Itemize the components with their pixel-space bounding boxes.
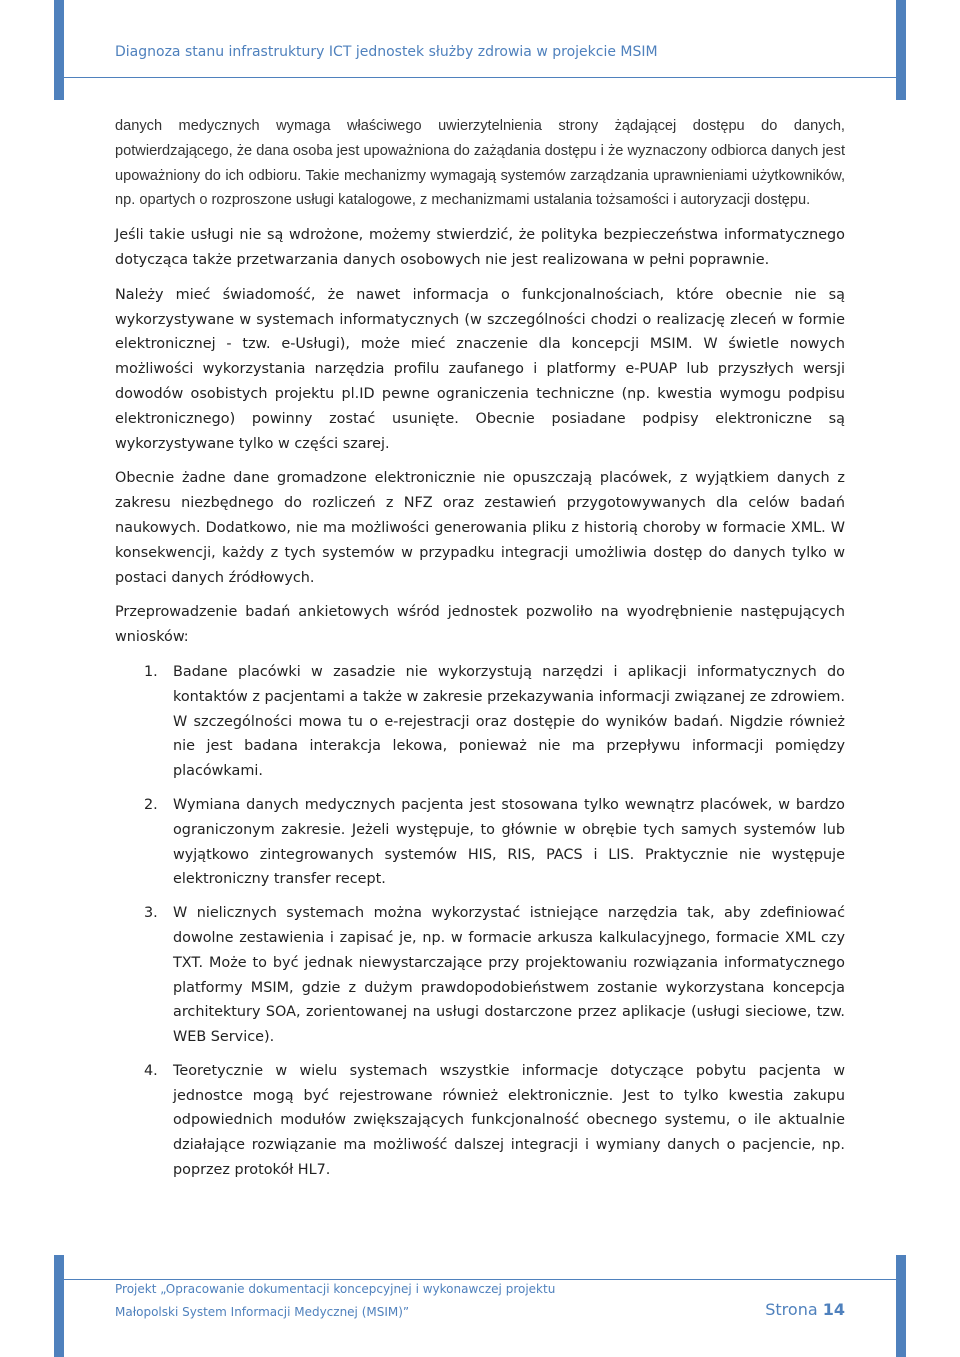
list-item — [115, 901, 845, 1050]
footer-project-line2: Małopolski System Informacji Medycznej (MSIM)” — [115, 1305, 410, 1319]
conclusions-list — [115, 660, 845, 1183]
paragraph: Obecnie żadne dane gromadzone elektronicznie nie opuszczają placówek, z wyjątkiem danych z zakresu niezbędnego do rozliczeń z NFZ oraz zestawień przygotowywanych dla celów badań naukowych. Dodatkowo, nie ma możliwości generowania pliku z historią choroby w formacie XML. W konsekwencji, każdy z tych systemów w przypadku integracji umożliwia dostęp do danych tylko w postaci danych źródłowych. — [115, 470, 845, 586]
list-item-text: W nielicznych systemach można wykorzystać istniejące narzędzia tak, aby zdefiniować dowolne zestawienia i zapisać je, np. w formacie arkusza kalkulacyjnego, formacie XML czy TXT. Może to być jednak niewystarczające przy projektowaniu rozwiązania informatycznego platformy MSIM, gdzie z dużym prawdopodobieństwem zostanie wykorzystana koncepcja architektury SOA, zorientowanej na usługi dostarczone przez aplikacje (usługi sieciowe, tzw. WEB Service). — [173, 905, 845, 1046]
header-title: Diagnoza stanu infrastruktury ICT jednostek służby zdrowia w projekcie MSIM — [115, 44, 658, 60]
page-body — [115, 114, 845, 1192]
page-number-value: 14 — [822, 1300, 845, 1319]
footer-left-accent-bar — [54, 1255, 64, 1357]
header-divider — [64, 77, 896, 78]
list-item — [115, 1059, 845, 1183]
list-item-number: 1. — [144, 663, 158, 680]
paragraph: danych medycznych wymaga właściwego uwierzytelnienia strony żądającej dostępu do danych, potwierdzającego, że dana osoba jest upoważniona do zażądania dostępu i że wyznaczony odbiorca danych jest upoważniony do ich odbioru. Takie mechanizmy wymagają systemów zarządzania uprawnieniami użytkowników, np. opartych o rozproszone usługi katalogowe, z mechanizmami ustalania tożsamości i autoryzacji dostępu. — [115, 118, 845, 209]
list-item — [115, 793, 845, 892]
list-item-text: Teoretycznie w wielu systemach wszystkie informacje dotyczące pobytu pacjenta w jednostce mogą być rejestrowane również elektronicznie. Jest to tylko kwestia zakupu odpowiednich modułów zwiększających funkcjonalność obecnego systemu, o ile aktualnie działające rozwiązanie ma możliwość dalszej integracji i wymiany danych o pacjencie, np. poprzez protokół HL7. — [173, 1062, 845, 1179]
footer-project-line1: Projekt „Opracowanie dokumentacji koncepcyjnej i wykonawczej projektu — [115, 1282, 556, 1296]
list-item-text: Wymiana danych medycznych pacjenta jest stosowana tylko wewnątrz placówek, w bardzo ograniczonym zakresie. Jeżeli występuje, to głównie w obrębie tych samych systemów lub wyjątkowo zintegrowanych systemów HIS, RIS, PACS i LIS. Praktycznie nie występuje elektroniczny transfer recept. — [173, 796, 845, 888]
list-item — [115, 660, 845, 784]
list-item-text: Badane placówki w zasadzie nie wykorzystują narzędzi i aplikacji informatycznych do kontaktów z pacjentami a także w zakresie przekazywania informacji związanej ze zdrowiem. W szczególności mowa tu o e-rejestracji oraz dostępie do wyników badań. Nigdzie również nie jest badana interakcja lekowa, ponieważ nie ma przepływu informacji pomiędzy placówkami. — [173, 663, 845, 780]
list-item-number: 2. — [144, 796, 158, 813]
page-label: Strona — [765, 1300, 818, 1319]
list-item-number: 3. — [144, 905, 158, 922]
page-number — [765, 1300, 845, 1319]
header-right-accent-bar — [896, 0, 906, 100]
paragraph: Należy mieć świadomość, że nawet informacja o funkcjonalnościach, które obecnie nie są wykorzystywane w systemach informatycznych (w szczególności chodzi o realizację zleceń w formie elektronicznej - tzw. e-Usługi), może mieć znaczenie dla koncepcji MSIM. W świetle nowych możliwości wykorzystania narzędzia profilu zaufanego i platformy e-PUAP lub przyszłych wersji dowodów osobistych projektu pl.ID pewne ograniczenia techniczne (np. kwestia wymogu podpisu elektronicznego) powinny zostać usunięte. Obecnie posiadane podpisy elektroniczne są wykorzystywane tylko w części szarej. — [115, 286, 845, 452]
paragraph: Przeprowadzenie badań ankietowych wśród jednostek pozwoliło na wyodrębnienie następujących wniosków: — [115, 604, 845, 646]
footer-divider — [64, 1279, 896, 1280]
footer-right-accent-bar — [896, 1255, 906, 1357]
header-left-accent-bar — [54, 0, 64, 100]
paragraph: Jeśli takie usługi nie są wdrożone, możemy stwierdzić, że polityka bezpieczeństwa informatycznego dotycząca także przetwarzania danych osobowych nie jest realizowana w pełni poprawnie. — [115, 227, 845, 268]
list-item-number: 4. — [144, 1062, 158, 1079]
